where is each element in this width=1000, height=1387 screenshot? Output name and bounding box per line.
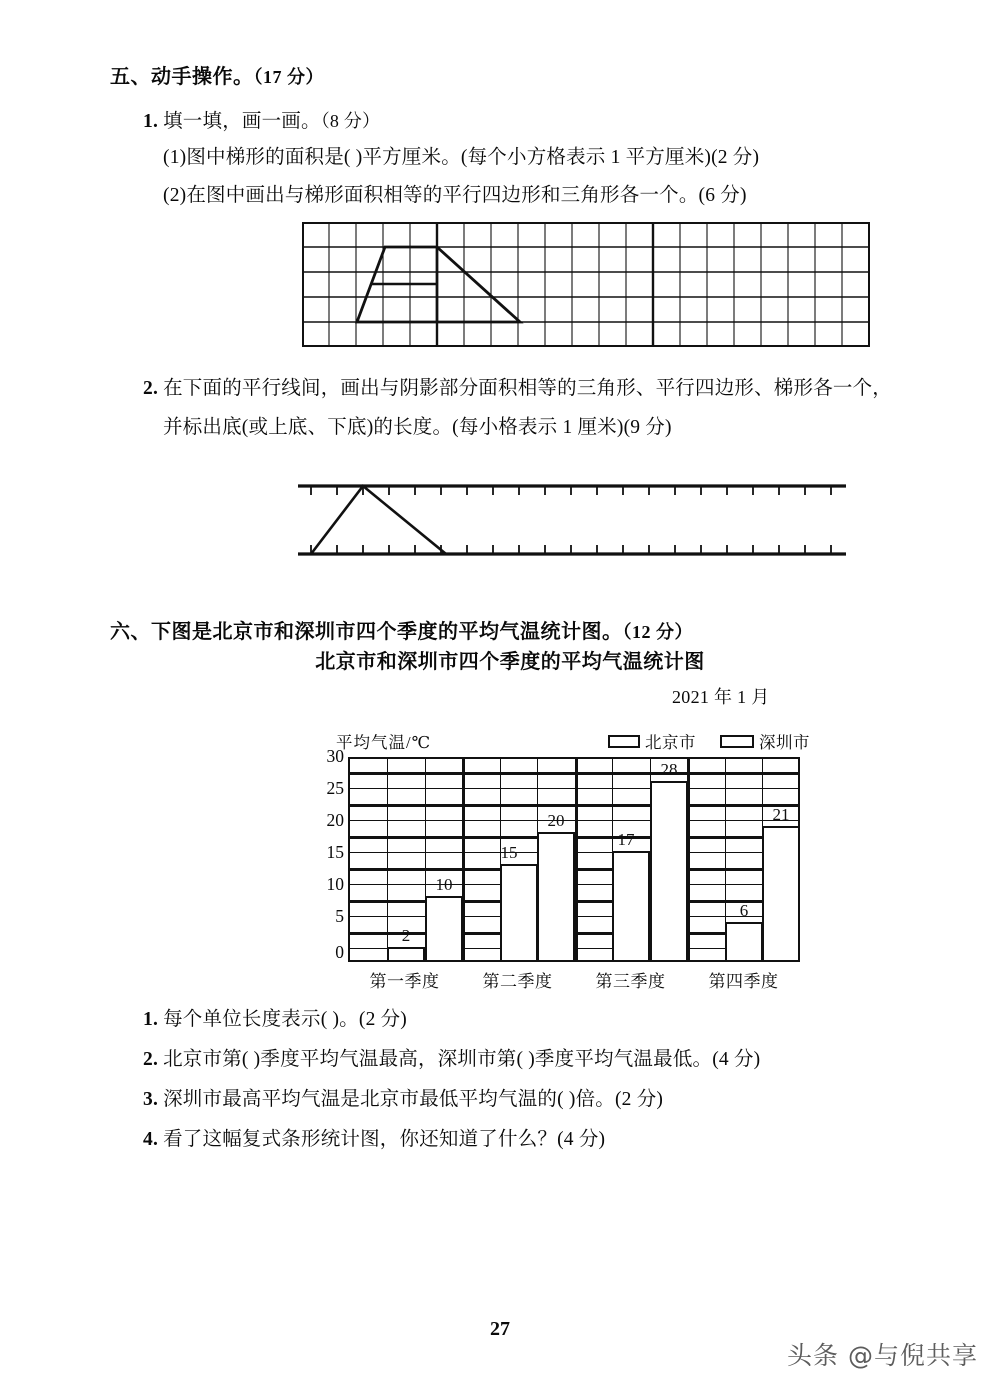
bar-value-shenzhen-q1: 10 [435,875,453,894]
question-5-2-number: 2. [143,378,159,399]
chart-y-axis-label: 平均气温/℃ [336,733,432,752]
bar-value-shenzhen-q4: 21 [772,805,790,824]
question-6-2 [143,1043,760,1071]
vgrid-group-2 [575,759,578,960]
question-6-1-text: 每个单位长度表示( )。(2 分) [163,1009,407,1030]
question-5-2-text-1: 在下面的平行线间，画出与阴影部分面积相等的三角形、平行四边形、梯形各一个， [163,378,893,399]
bar-shenzhen-q3 [650,781,688,960]
page-number: 27 [490,1318,510,1340]
bar-value-beijing-q1: 2 [401,926,411,945]
question-6-4-text: 看了这幅复式条形统计图，你还知道了什么？(4 分) [163,1129,606,1150]
y-tick-15: 15 [326,842,344,862]
question-6-3-number: 3. [143,1089,159,1110]
section-5-heading-text: 五、动手操作。 [110,66,254,88]
question-5-1-points: （8 分） [320,111,381,131]
parallel-lines-figure [298,478,846,560]
y-tick-5: 5 [335,906,344,926]
trapezoid-grid-figure [302,222,870,347]
x-label-q2: 第二季度 [482,972,553,991]
bar-value-beijing-q2: 15 [500,843,518,862]
chart-plot-area [348,757,800,962]
gridline-major-25 [350,804,798,807]
question-6-2-text: 北京市第( )季度平均气温最高，深圳市第( )季度平均气温最低。(4 分) [163,1049,761,1070]
chart-x-labels [348,967,800,992]
parallel-lines-svg [298,478,846,560]
grid-canvas [302,222,870,347]
bar-shenzhen-q2 [537,832,575,960]
gridline-minor-27_5 [350,788,798,789]
y-tick-20: 20 [326,810,344,830]
chart-legend [608,729,810,753]
bar-value-beijing-q4: 6 [739,901,749,920]
section-5-heading [110,60,324,89]
question-5-1-sub2: (2)在图中画出与梯形面积相等的平行四边形和三角形各一个。(6 分) [163,185,747,206]
grid-border [302,222,870,347]
chart-y-ticks [306,746,344,962]
question-5-1-number: 1. [143,111,159,132]
bar-beijing-q4 [725,922,763,960]
bar-beijing-q2 [500,864,538,960]
bar-value-beijing-q3: 17 [617,830,635,849]
question-5-2-line1 [143,372,892,400]
chart-title: 北京市和深圳市四个季度的平均气温统计图 [315,651,705,673]
legend-label-beijing: 北京市 [645,733,696,752]
bar-shenzhen-q1 [425,896,463,960]
section-6-heading [110,615,693,644]
question-6-1 [143,1003,407,1031]
temperature-bar-chart [0,645,1000,991]
question-6-3-text: 深圳市最高平均气温是北京市最低平均气温的( )倍。(2 分) [163,1089,664,1110]
question-6-3 [143,1083,663,1111]
x-label-q3: 第三季度 [595,972,666,991]
bar-value-shenzhen-q3: 28 [660,760,678,779]
watermark: 头条 @与倪共享 [787,1341,978,1370]
legend-label-shenzhen: 深圳市 [759,733,810,752]
bar-beijing-q1 [387,947,425,960]
section-6-heading-text: 六、下图是北京市和深圳市四个季度的平均气温统计图。 [110,621,623,643]
question-5-1-text: 填一填，画一画。 [163,111,321,132]
bar-value-shenzhen-q2: 20 [547,811,565,830]
x-label-q4: 第四季度 [708,972,779,991]
question-5-2-line2: 并标出底(或上底、下底)的长度。(每小格表示 1 厘米)(9 分) [163,417,672,438]
y-tick-30: 30 [326,746,344,766]
question-6-1-number: 1. [143,1009,159,1030]
section-6-points: （12 分） [622,622,693,642]
chart-subtitle: 2021 年 1 月 [672,687,770,707]
bar-shenzhen-q4 [762,826,800,960]
y-tick-0: 0 [335,942,344,962]
question-6-2-number: 2. [143,1049,159,1070]
question-5-1 [143,105,380,133]
question-6-4 [143,1123,605,1151]
y-tick-25: 25 [326,778,344,798]
question-6-4-number: 4. [143,1129,159,1150]
legend-swatch-shenzhen [720,735,754,748]
gridline-major-30 [350,772,798,775]
y-tick-10: 10 [326,874,344,894]
section-5-points: （17 分） [253,67,324,87]
question-5-1-sub1: (1)图中梯形的面积是( )平方厘米。(每个小方格表示 1 平方厘米)(2 分) [163,147,760,168]
bar-beijing-q3 [612,851,650,960]
legend-swatch-beijing [608,735,640,748]
x-label-q1: 第一季度 [369,972,440,991]
